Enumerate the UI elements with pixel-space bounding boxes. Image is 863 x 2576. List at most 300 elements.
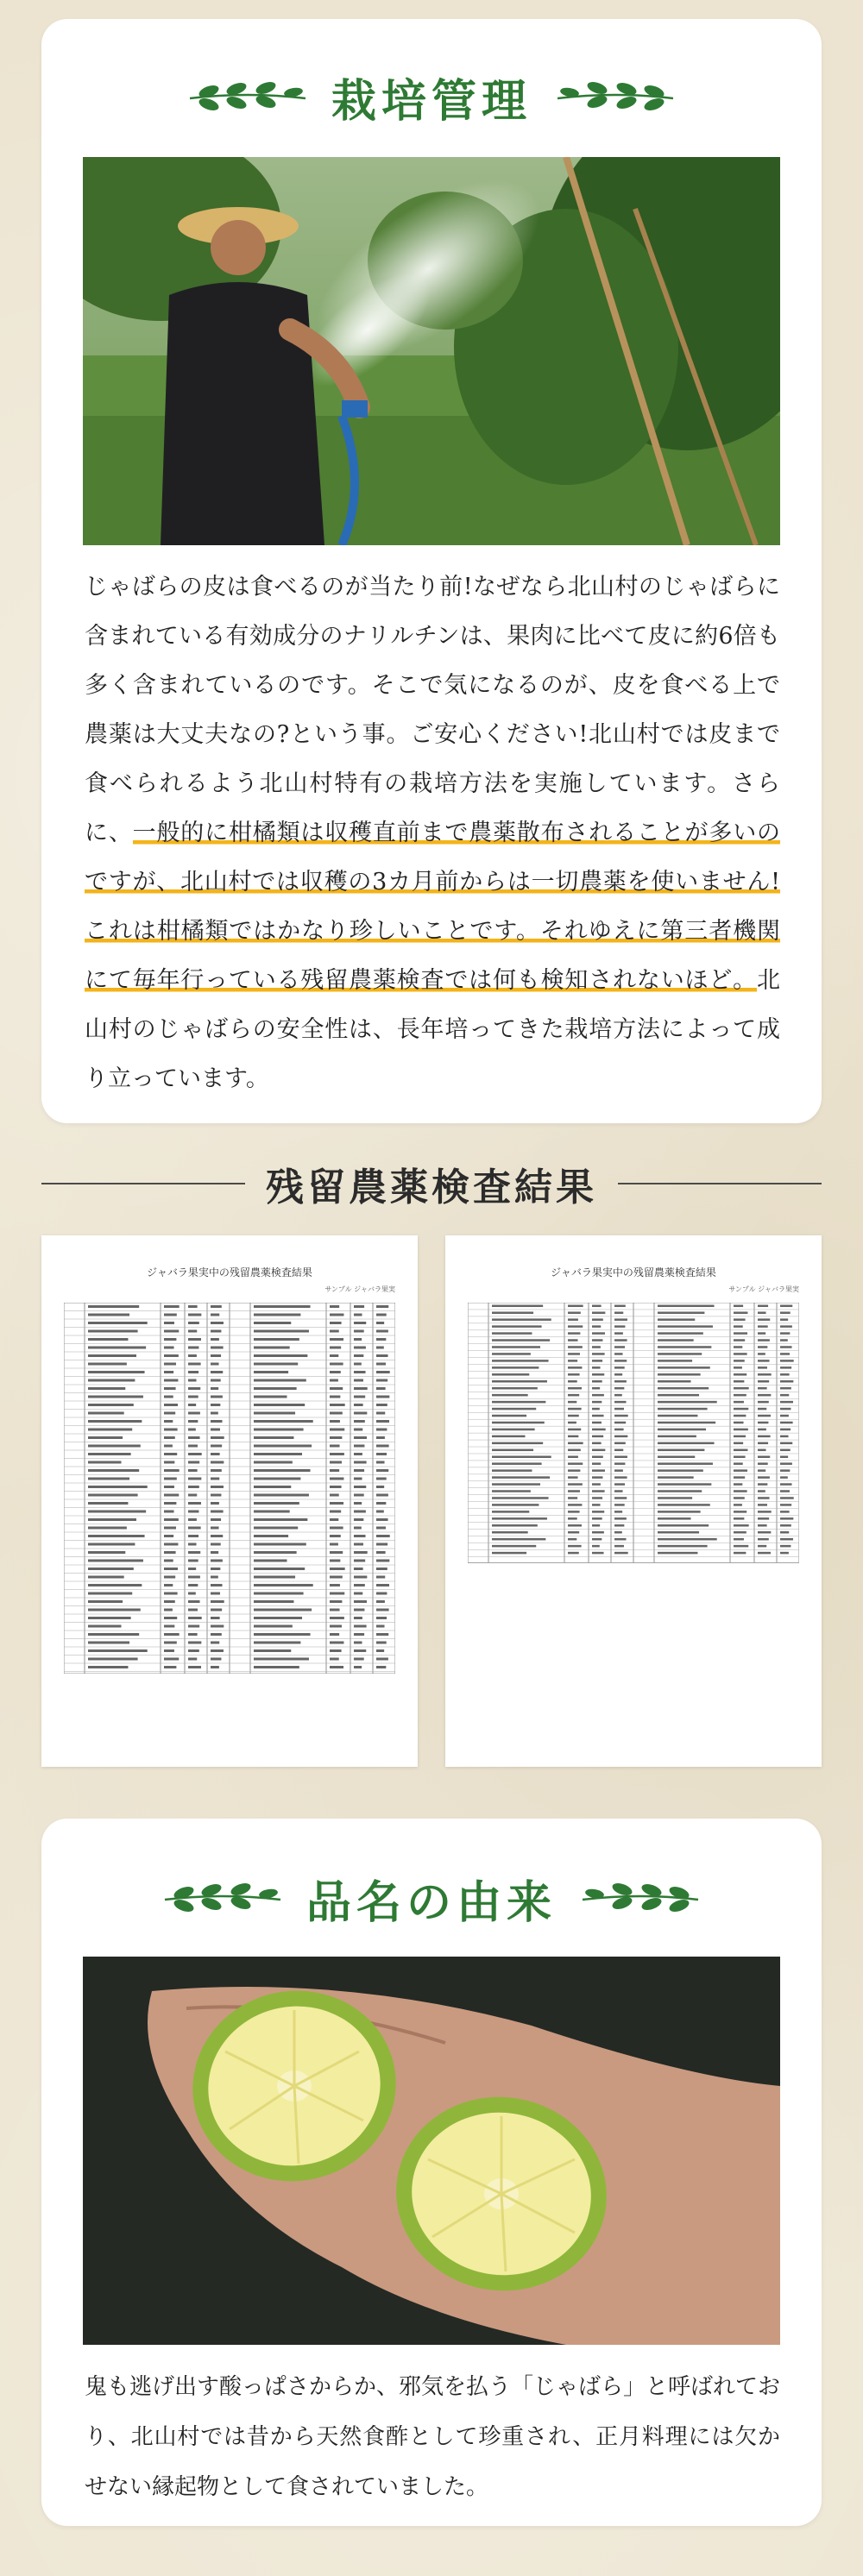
report-cell-text	[330, 1576, 343, 1579]
report-cell-text	[254, 1322, 291, 1324]
report-cell-text	[376, 1404, 387, 1406]
report-cell-text	[658, 1455, 695, 1458]
report-cell-text	[614, 1422, 626, 1424]
report-cell-text	[658, 1332, 703, 1335]
report-cell-text	[780, 1311, 791, 1314]
report-cell-text	[188, 1445, 198, 1448]
report-cell-text	[254, 1486, 291, 1488]
report-cell-text	[614, 1497, 627, 1499]
report-cell-text	[614, 1429, 624, 1431]
report-cell-text	[188, 1518, 197, 1521]
report-cell-text	[254, 1330, 309, 1333]
report-cell-text	[188, 1633, 198, 1636]
cultivation-text-3: 北山村のじゃばらの安全性は、長年培ってきた栽培方法によって成り立っています。	[85, 967, 780, 1092]
report-cell-text	[592, 1422, 602, 1424]
report-cell-text	[164, 1387, 176, 1390]
report-cell-text	[211, 1625, 224, 1628]
report-cell-text	[492, 1373, 529, 1376]
report-cell-text	[492, 1538, 545, 1541]
report-cell-text	[568, 1318, 578, 1321]
report-cell-text	[758, 1401, 769, 1404]
report-cell-text	[568, 1415, 579, 1417]
report-cell-text	[492, 1483, 540, 1486]
report-cell-text	[492, 1524, 538, 1527]
report-cell-text	[492, 1380, 547, 1383]
report-cell-text	[88, 1314, 129, 1316]
report-cell-text	[354, 1363, 362, 1366]
report-cell-text	[614, 1373, 622, 1376]
report-cell-text	[734, 1436, 746, 1438]
report-cell-text	[568, 1545, 582, 1548]
report-cell-text	[734, 1483, 742, 1486]
report-cell-text	[188, 1658, 197, 1661]
report-cell-text	[254, 1363, 298, 1366]
report-cell-text	[354, 1658, 364, 1661]
report-cell-text	[568, 1538, 576, 1541]
report-cell-text	[376, 1666, 386, 1668]
report-cell-text	[330, 1511, 341, 1513]
report-cell-text	[88, 1396, 143, 1398]
report-cell-text	[254, 1354, 307, 1357]
report-cell-text	[568, 1360, 577, 1362]
report-cell-text	[164, 1535, 173, 1537]
report-cell-text	[88, 1347, 146, 1349]
report-cell-text	[254, 1617, 302, 1619]
report-cell-text	[211, 1314, 219, 1316]
report-cell-text	[254, 1600, 293, 1603]
report-cell-text	[734, 1511, 746, 1513]
report-cell-text	[188, 1330, 197, 1333]
report-cell-text	[780, 1360, 794, 1362]
report-cell-text	[376, 1543, 387, 1546]
report-cell-text	[88, 1649, 148, 1652]
report-cell-text	[592, 1490, 605, 1492]
report-cell-text	[330, 1387, 343, 1390]
report-cell-text	[188, 1363, 201, 1366]
report-cell-text	[354, 1429, 362, 1431]
report-cell-text	[734, 1469, 747, 1472]
report-cell-text	[658, 1339, 694, 1341]
report-meta: サンプル ジャバラ果実	[728, 1285, 799, 1293]
report-cell-text	[354, 1330, 364, 1333]
report-cell-text	[658, 1552, 697, 1555]
report-cell-text	[211, 1330, 221, 1333]
report-cell-text	[330, 1461, 342, 1464]
report-cell-text	[88, 1478, 129, 1480]
report-cell-text	[592, 1367, 601, 1369]
report-cell-text	[330, 1371, 341, 1373]
report-cell-text	[376, 1593, 387, 1595]
report-cell-text	[376, 1371, 390, 1373]
report-cell-text	[376, 1347, 384, 1349]
report-cell-text	[758, 1332, 765, 1335]
report-cell-text	[376, 1305, 388, 1308]
report-cell-text	[658, 1401, 717, 1404]
report-cell-text	[568, 1531, 579, 1534]
report-cell-text	[254, 1404, 305, 1406]
report-cell-text	[492, 1497, 549, 1499]
report-cell-text	[734, 1552, 746, 1555]
report-cell-text	[211, 1535, 223, 1537]
report-cell-text	[592, 1449, 605, 1452]
report-cell-text	[164, 1625, 174, 1628]
report-cell-text	[188, 1412, 200, 1415]
report-cell-text	[614, 1305, 626, 1308]
report-cell-text	[354, 1486, 366, 1488]
report-cell-text	[88, 1494, 138, 1497]
report-cell-text	[254, 1560, 287, 1562]
report-cell-text	[254, 1494, 309, 1497]
report-cell-text	[376, 1379, 387, 1382]
report-footnote	[468, 1625, 799, 1636]
report-cell-text	[734, 1415, 746, 1417]
report-cell-text	[188, 1338, 201, 1341]
report-cell-text	[734, 1318, 746, 1321]
report-cell-text	[592, 1360, 602, 1362]
report-cell-text	[492, 1504, 539, 1506]
report-title: ジャバラ果実中の残留農薬検査結果	[147, 1266, 312, 1279]
report-cell-text	[568, 1490, 580, 1492]
report-cell-text	[658, 1462, 713, 1465]
report-cell-text	[188, 1494, 197, 1497]
report-cell-text	[88, 1576, 124, 1579]
report-cell-text	[164, 1543, 178, 1546]
report-cell-text	[376, 1453, 387, 1455]
report-cell-text	[188, 1396, 198, 1398]
report-cell-text	[592, 1455, 603, 1458]
report-cell-text	[780, 1325, 792, 1328]
report-cell-text	[376, 1568, 387, 1570]
report-cell-text	[88, 1387, 125, 1390]
report-cell-text	[211, 1445, 222, 1448]
cultivation-card	[41, 19, 822, 1123]
report-cell-text	[492, 1442, 543, 1445]
report-cell-text	[164, 1404, 178, 1406]
report-cell-text	[354, 1609, 364, 1612]
report-cell-text	[354, 1305, 364, 1308]
laurel-left-icon	[158, 1881, 287, 1915]
report-cell-text	[88, 1642, 129, 1644]
report-cell-text	[376, 1396, 389, 1398]
report-cell-text	[188, 1478, 201, 1480]
report-cell-text	[614, 1408, 624, 1411]
report-cell-text	[164, 1322, 174, 1324]
report-cell-text	[592, 1394, 604, 1397]
report-cell-text	[780, 1552, 789, 1555]
report-cell-text	[592, 1462, 601, 1465]
report-cell-text	[188, 1347, 198, 1349]
report-cell-text	[734, 1339, 745, 1341]
report-cell-text	[376, 1560, 389, 1562]
report-cell-text	[188, 1371, 198, 1373]
report-cell-text	[188, 1649, 199, 1652]
report-cell-text	[592, 1387, 600, 1390]
report-cell-text	[568, 1367, 582, 1369]
report-cell-text	[614, 1449, 623, 1452]
report-cell-text	[211, 1642, 219, 1644]
report-cell-text	[211, 1396, 223, 1398]
report-cell-text	[592, 1305, 602, 1308]
report-cell-text	[780, 1387, 791, 1390]
report-cell-text	[780, 1442, 792, 1445]
report-cell-text	[376, 1420, 389, 1423]
report-cell-text	[758, 1380, 769, 1383]
report-cell-text	[164, 1420, 173, 1423]
report-cell-text	[254, 1642, 300, 1644]
report-cell-text	[614, 1442, 626, 1445]
report-cell-text	[164, 1412, 175, 1415]
report-cell-text	[492, 1469, 532, 1472]
report-cell-text	[354, 1338, 362, 1341]
report-cell-text	[780, 1455, 788, 1458]
report-cell-text	[758, 1511, 772, 1513]
report-cell-text	[758, 1462, 768, 1465]
report-cell-text	[614, 1469, 623, 1472]
report-cell-text	[188, 1593, 196, 1595]
report-cell-text	[164, 1429, 178, 1431]
report-cell-text	[658, 1545, 708, 1548]
report-cell-text	[354, 1593, 362, 1595]
report-cell-text	[88, 1445, 141, 1448]
report-cell-text	[164, 1453, 177, 1455]
report-cell-text	[254, 1379, 306, 1382]
report-cell-text	[734, 1531, 746, 1534]
report-cell-text	[758, 1394, 771, 1397]
report-cell-text	[354, 1576, 367, 1579]
report-cell-text	[758, 1497, 770, 1499]
report-cell-text	[592, 1531, 604, 1534]
report-cell-text	[758, 1442, 768, 1445]
report-cell-text	[254, 1412, 295, 1415]
report-cell-text	[758, 1476, 770, 1479]
report-cell-text	[734, 1538, 744, 1541]
report-cell-text	[734, 1346, 742, 1348]
report-cell-text	[330, 1453, 344, 1455]
report-cell-text	[376, 1314, 387, 1316]
report-cell-text	[254, 1305, 311, 1308]
report-cell-text	[164, 1568, 178, 1570]
report-cell-text	[658, 1367, 710, 1369]
report-cell-text	[780, 1538, 793, 1541]
report-cell-text	[330, 1560, 340, 1562]
report-cell-text	[330, 1305, 339, 1308]
report-cell-text	[568, 1455, 578, 1458]
report-cell-text	[614, 1325, 625, 1328]
laurel-right-icon	[576, 1881, 705, 1915]
report-cell-text	[734, 1442, 743, 1445]
report-cell-text	[758, 1360, 770, 1362]
report-cell-text	[658, 1305, 715, 1308]
origin-card	[41, 1819, 822, 2526]
report-cell-text	[568, 1511, 580, 1513]
report-cell-text	[330, 1518, 338, 1521]
report-cell-text	[734, 1367, 742, 1369]
report-cell-text	[164, 1502, 176, 1505]
report-cell-text	[211, 1560, 223, 1562]
report-cell-text	[254, 1338, 299, 1341]
report-cell-text	[88, 1617, 131, 1619]
report-cell-text	[330, 1420, 340, 1423]
report-cell-text	[734, 1380, 744, 1383]
report-cell-text	[758, 1339, 770, 1341]
report-cell-text	[780, 1408, 791, 1411]
report-cell-text	[330, 1322, 342, 1324]
report-cell-text	[211, 1305, 222, 1308]
report-cell-text	[330, 1666, 343, 1668]
report-cell-text	[492, 1401, 545, 1404]
report-cell-text	[376, 1445, 389, 1448]
report-cell-text	[780, 1449, 791, 1452]
report-cell-text	[614, 1531, 622, 1534]
report-cell-text	[188, 1502, 201, 1505]
report-cell-text	[734, 1422, 744, 1424]
report-cell-text	[492, 1552, 526, 1555]
report-cell-text	[492, 1415, 526, 1417]
report-cell-text	[354, 1347, 366, 1349]
report-cell-text	[211, 1478, 219, 1480]
residue-report-image-2	[445, 1235, 822, 1767]
report-cell-text	[734, 1387, 749, 1390]
report-cell-text	[88, 1379, 135, 1382]
report-cell-text	[354, 1543, 363, 1546]
report-cell-text	[254, 1461, 293, 1464]
report-cell-text	[780, 1436, 789, 1438]
report-cell-text	[188, 1305, 198, 1308]
report-cell-text	[592, 1380, 602, 1383]
report-cell-text	[188, 1609, 198, 1612]
report-cell-text	[88, 1625, 122, 1628]
report-cell-text	[614, 1332, 623, 1335]
report-cell-text	[254, 1478, 300, 1480]
report-cell-text	[658, 1483, 711, 1486]
report-cell-text	[492, 1422, 545, 1424]
report-cell-text	[211, 1429, 220, 1431]
report-cell-text	[188, 1568, 196, 1570]
report-cell-text	[376, 1486, 384, 1488]
report-cell-text	[88, 1338, 128, 1341]
report-cell-text	[492, 1339, 550, 1341]
report-cell-text	[568, 1422, 576, 1424]
report-cell-text	[376, 1584, 389, 1586]
report-cell-text	[254, 1593, 304, 1595]
report-cell-text	[614, 1394, 622, 1397]
report-cell-text	[780, 1401, 793, 1404]
report-cell-text	[164, 1379, 178, 1382]
report-cell-text	[780, 1517, 793, 1520]
report-cell-text	[780, 1422, 793, 1424]
report-cell-text	[164, 1305, 180, 1308]
report-cell-text	[758, 1429, 766, 1431]
report-cell-text	[211, 1461, 224, 1464]
report-meta: サンプル ジャバラ果実	[324, 1285, 395, 1293]
report-cell-text	[354, 1625, 367, 1628]
report-cell-text	[568, 1429, 581, 1431]
report-cell-text	[354, 1535, 366, 1537]
report-cell-text	[88, 1518, 136, 1521]
report-cell-text	[88, 1354, 136, 1357]
report-cell-text	[330, 1658, 339, 1661]
report-cell-text	[188, 1576, 200, 1579]
report-cell-text	[330, 1354, 338, 1357]
report-cell-text	[164, 1314, 177, 1316]
report-cell-text	[568, 1332, 580, 1335]
report-cell-text	[88, 1584, 142, 1586]
report-cell-text	[592, 1497, 602, 1499]
report-cell-text	[592, 1442, 602, 1445]
report-cell-text	[780, 1346, 792, 1348]
report-cell-text	[592, 1483, 601, 1486]
report-cell-text	[492, 1332, 532, 1335]
report-cell-text	[254, 1469, 311, 1472]
report-cell-text	[164, 1527, 176, 1530]
report-cell-text	[614, 1401, 627, 1404]
report-cell-text	[254, 1371, 288, 1373]
report-cell-text	[254, 1436, 293, 1439]
report-cell-text	[492, 1367, 539, 1369]
report-cell-text	[592, 1504, 601, 1506]
report-cell-text	[758, 1469, 765, 1472]
report-cell-text	[354, 1527, 362, 1530]
report-cell-text	[211, 1649, 224, 1652]
report-cell-text	[330, 1527, 343, 1530]
report-cell-text	[734, 1490, 747, 1492]
report-cell-text	[330, 1396, 340, 1398]
report-cell-text	[780, 1490, 790, 1492]
report-cell-text	[330, 1633, 339, 1636]
report-cell-text	[780, 1504, 791, 1506]
report-cell-text	[658, 1511, 701, 1513]
report-cell-text	[330, 1469, 339, 1472]
report-cell-text	[376, 1363, 386, 1366]
report-cell-text	[568, 1497, 577, 1499]
report-cell-text	[354, 1617, 362, 1619]
report-cell-text	[734, 1545, 748, 1548]
report-cell-text	[254, 1314, 300, 1316]
report-cell-text	[758, 1305, 768, 1308]
report-cell-text	[330, 1625, 342, 1628]
report-cell-text	[88, 1543, 135, 1546]
report-cell-text	[592, 1373, 604, 1376]
report-cell-text	[658, 1394, 699, 1397]
report-cell-text	[330, 1494, 339, 1497]
report-cell-text	[758, 1449, 766, 1452]
report-cell-text	[376, 1625, 385, 1628]
report-cell-text	[658, 1380, 691, 1383]
report-cell-text	[658, 1436, 696, 1438]
report-cell-text	[658, 1469, 703, 1472]
report-cell-text	[758, 1517, 769, 1520]
report-cell-text	[592, 1311, 605, 1314]
report-cell-text	[592, 1524, 600, 1527]
report-cell-text	[330, 1543, 338, 1546]
report-cell-text	[758, 1387, 767, 1390]
report-cell-text	[211, 1527, 219, 1530]
report-cell-text	[492, 1387, 538, 1390]
report-cell-text	[376, 1494, 388, 1497]
report-cell-text	[354, 1518, 363, 1521]
report-cell-text	[568, 1524, 582, 1527]
report-cell-text	[568, 1552, 579, 1555]
divider-line-left	[41, 1183, 245, 1184]
report-cell-text	[376, 1518, 388, 1521]
report-cell-text	[188, 1354, 197, 1357]
report-cell-text	[354, 1420, 365, 1423]
report-cell-text	[758, 1373, 772, 1376]
report-cell-text	[658, 1442, 715, 1445]
report-cell-text	[614, 1387, 624, 1390]
report-cell-text	[254, 1502, 299, 1505]
report-cell-text	[780, 1318, 788, 1321]
